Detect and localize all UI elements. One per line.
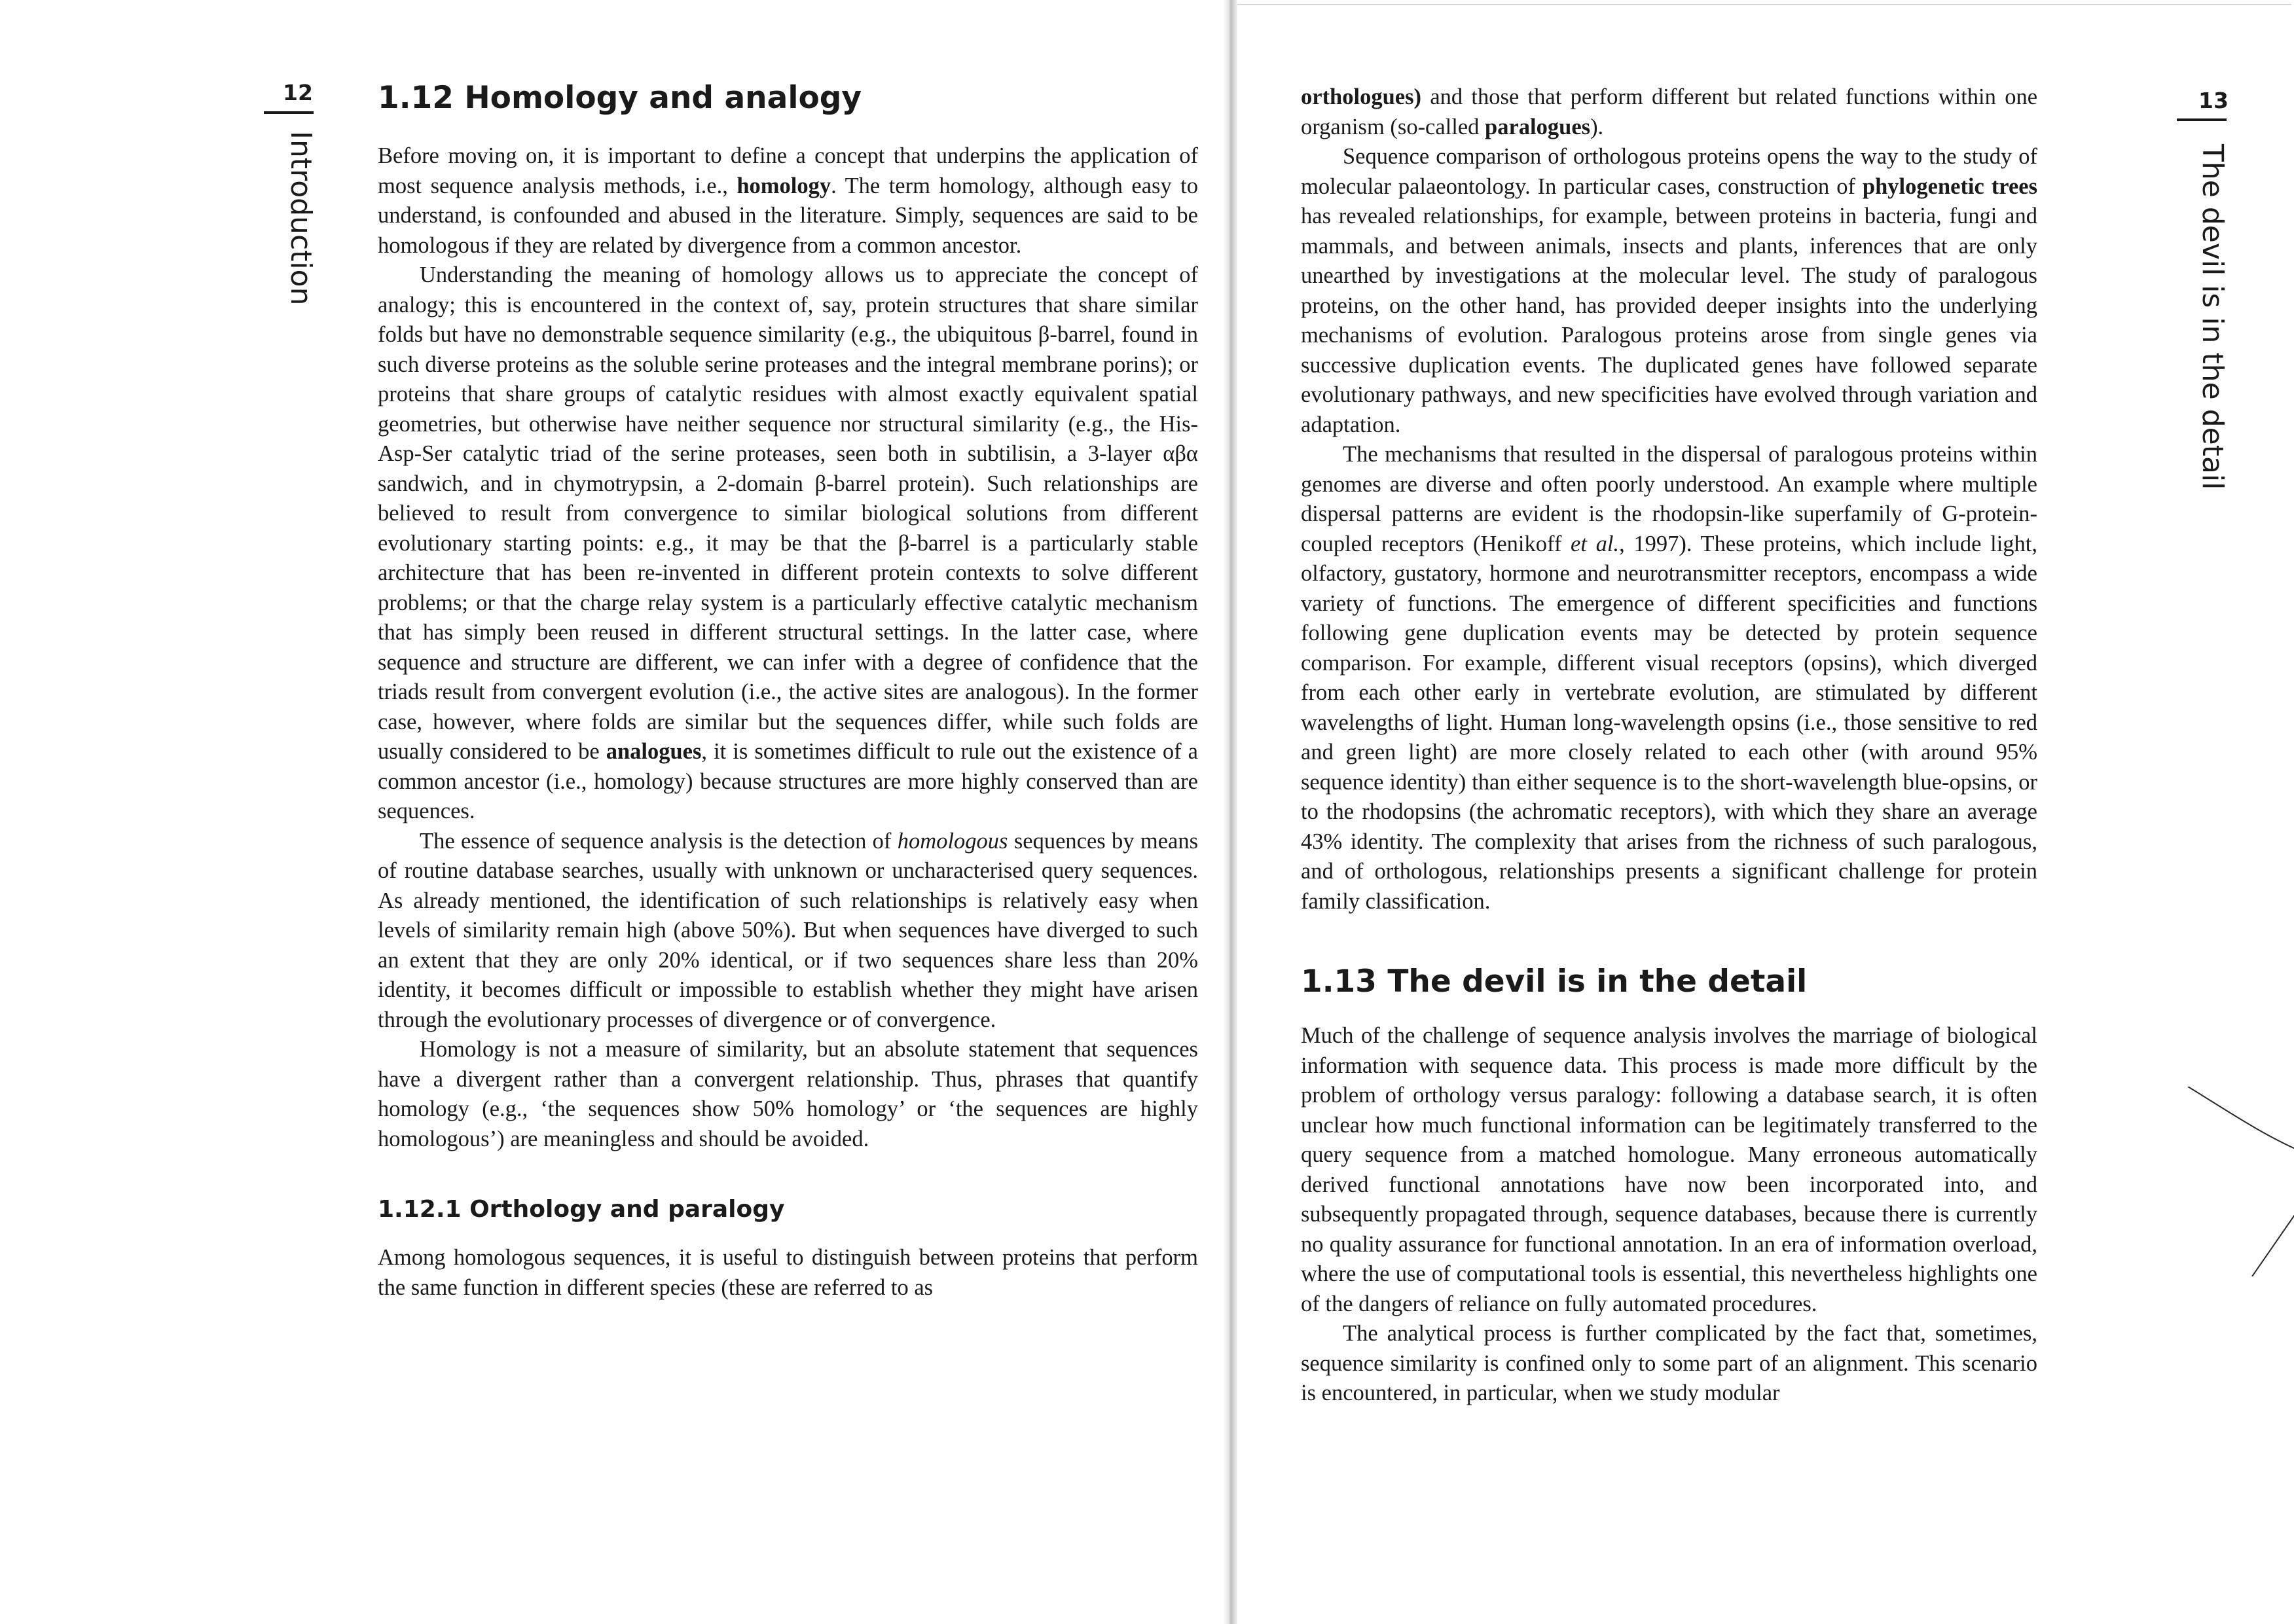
paragraph: Among homologous sequences, it is useful to distinguish between proteins that perform the same function in different species (these are referred to as	[378, 1245, 1198, 1300]
subsection-heading: 1.12.1 Orthology and paralogy	[378, 1196, 785, 1223]
running-head: Introduction	[284, 131, 318, 306]
page-number: 12	[283, 80, 313, 105]
margin-rule	[264, 111, 314, 114]
paragraph: The analytical process is further complicated by the fact that, sometimes, sequence similarity is confined only to some part of an alignment. This scenario is encountered, in particular, when we study modular	[1301, 1321, 2037, 1405]
section-heading: 1.12 Homology and analogy	[378, 80, 862, 116]
paragraph: Before moving on, it is important to define a concept that underpins the application of most sequence analysis methods, i.e., homology. The term homology, although easy to understand, is confounded and abused in the literature. Simply, sequences are said to be homologous if they are related by divergence from a common ancestor.	[378, 143, 1198, 258]
paragraph: The essence of sequence analysis is the detection of homologous sequences by means of routine database searches, usually with unknown or uncharacterised query sequences. As already mentioned, the identification of such relationships is relatively easy when levels of similarity remain high (above 50%). But when sequences have diverged to such an extent that they are only 20% identical, or if two sequences share less than 20% identity, it becomes difficult or impossible to establish whether they might have arisen through the evolutionary processes of divergence or of convergence.	[378, 828, 1199, 1032]
section-heading: 1.13 The devil is in the detail	[1301, 964, 1808, 1000]
paragraph: Sequence comparison of orthologous proteins opens the way to the study of molecular palaeontology. In particular cases, construction of phylogenetic trees has revealed relationships, for example, between proteins in bacteria, fungi and mammals, and between animals, insects and plants, inferences that are only unearthed by investigations at the molecular level. The study of paralogous proteins, on the other hand, has provided deeper insights into the underlying mechanisms of evolution. Paralogous proteins arose from single genes via successive duplication events. The duplicated genes have followed separate evolutionary pathways, and new specificities have evolved through variation and adaptation.	[1301, 144, 2037, 437]
page-number: 13	[2198, 88, 2229, 113]
right-page	[1228, 0, 2294, 1624]
citation-etal: et al.	[1571, 531, 1620, 556]
key-term: homology	[737, 173, 831, 198]
paragraph: orthologues) and those that perform different but related functions within one organism (so-called paralogues).	[1301, 84, 2038, 139]
key-term: paralogues	[1485, 114, 1591, 139]
paragraph: Understanding the meaning of homology allows us to appreciate the concept of analogy; this is encountered in the context of, say, protein structures that share similar folds but have no demonstrable sequence similarity (e.g., the ubiquitous β-barrel, found in such diverse proteins as the soluble serine proteases and the integral membrane porins); or proteins that share groups of catalytic residues with almost exactly equivalent spatial geometries, but otherwise have neither sequence nor structural similarity (e.g., the His-Asp-Ser catalytic triad of the serine proteases, seen both in subtilisin, a 3-layer αβα sandwich, and in chymotrypsin, a 2-domain β-barrel protein). Such relationships are believed to result from convergence to similar biological solutions from different evolutionary starting points: e.g., it may be that the β-barrel is a particularly stable architecture that has been re-invented in different protein contexts to solve different problems; or that the charge relay system is a particularly effective catalytic mechanism that has simply been reused in different structural settings. In the latter case, where sequence and structure are different, we can infer with a degree of confidence that the triads result from convergent evolution (i.e., the active sites are analogous). In the former case, however, where folds are similar but the sequences differ, while such folds are usually considered to be analogues, it is sometimes difficult to rule out the existence of a common ancestor (i.e., homology) because structures are more highly conserved than are sequences.	[378, 262, 1198, 823]
paragraph: Homology is not a measure of similarity, but an absolute statement that sequences have a divergent rather than a convergent relationship. Thus, phrases that quantify homology (e.g., ‘the sequences show 50% homology’ or ‘the sequences are highly homologous’) are meaningless and should be avoided.	[378, 1037, 1198, 1151]
key-term: analogues	[606, 739, 702, 764]
text-column	[378, 79, 1198, 1303]
paragraph: Much of the challenge of sequence analysis involves the marriage of biological information with sequence data. This process is made more difficult by the problem of orthology versus paralogy: following a database search, it is often unclear how much functional information can be legitimately transferred to the query sequence from a matched homologue. Many erroneous automatically derived functional annotations have now been incorporated into, and subsequently propagated through, sequence databases, because there is currently no quality assurance for functional annotation. In an era of information overload, where the use of computational tools is essential, this nevertheless highlights one of the dangers of reliance on fully automated procedures.	[1301, 1023, 2037, 1316]
paragraph: The mechanisms that resulted in the dispersal of paralogous proteins within genomes are diverse and often poorly understood. An example where multiple dispersal patterns are evident is the rhodopsin-like superfamily of G-protein-coupled receptors (Henikoff et al., 1997). These proteins, which include light, olfactory, gustatory, hormone and neurotransmitter receptors, encompass a wide variety of functions. The emergence of different specificities and functions following gene duplication events may be detected by protein sequence comparison. For example, different visual receptors (opsins), which diverged from each other early in vertebrate evolution, are stimulated by different wavelengths of light. Human long-wavelength opsins (i.e., those sensitive to red and green light) are more closely related to each other (with around 95% sequence identity) than either sequence is to the short-wavelength blue-opsins, or to the rhodopsins (the achromatic receptors), with which they share an average 43% identity. The complexity that arises from the richness of such paralogous, and of orthologous, relationships presents a significant challenge for protein family classification.	[1301, 442, 2038, 914]
text-column	[1301, 82, 2037, 1409]
margin-rule	[2177, 118, 2227, 121]
key-term: phylogenetic trees	[1862, 173, 2037, 199]
pen-annotation-stroke	[2154, 1087, 2294, 1276]
key-term: homologous	[897, 828, 1008, 854]
running-head: The devil is in the detail	[2196, 144, 2229, 490]
key-term: orthologues)	[1301, 84, 1421, 109]
